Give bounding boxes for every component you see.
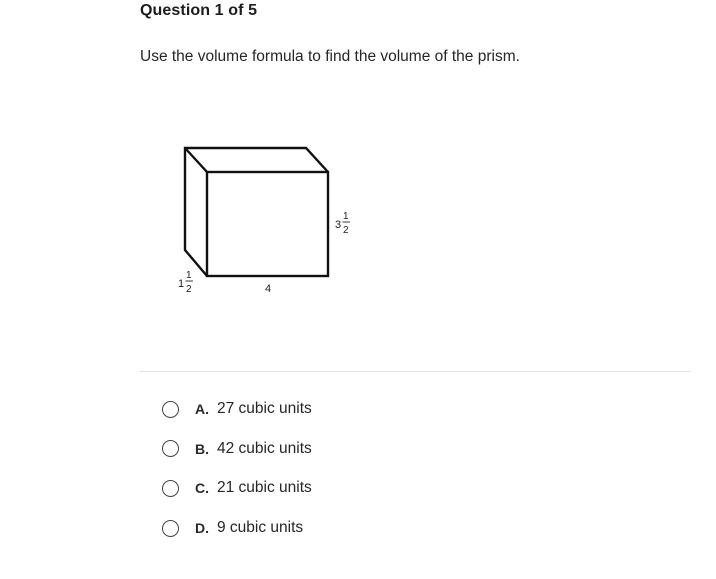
prism-top-left-edge: [185, 148, 207, 172]
height-denominator: 2: [343, 225, 349, 236]
height-label: [335, 211, 350, 236]
length-label: 4: [265, 283, 272, 295]
choice-text: 42 cubic units: [217, 439, 312, 457]
prism-diagram: [170, 140, 360, 310]
choice-b[interactable]: [162, 438, 312, 460]
radio-button-d[interactable]: [162, 520, 179, 537]
prism-front-face: [207, 172, 328, 276]
depth-numerator: 1: [186, 270, 192, 281]
choice-text: 21 cubic units: [217, 479, 312, 497]
question-prompt: Use the volume formula to find the volume of the prism.: [140, 48, 520, 65]
radio-button-c[interactable]: [162, 480, 179, 497]
question-counter: Question 1 of 5: [140, 2, 258, 19]
choice-text: 9 cubic units: [217, 519, 304, 537]
divider: [140, 371, 691, 372]
choice-letter: A.: [195, 401, 209, 417]
choice-text: 27 cubic units: [217, 400, 312, 417]
choice-letter: C.: [195, 480, 209, 497]
answer-choices: [162, 398, 312, 557]
choice-a[interactable]: [162, 398, 312, 420]
choice-c[interactable]: [162, 477, 312, 499]
radio-button-b[interactable]: [162, 440, 179, 457]
prism-figure: [170, 140, 360, 310]
height-numerator: 1: [343, 211, 349, 222]
depth-label: [178, 270, 193, 295]
choice-letter: D.: [195, 520, 209, 537]
choice-letter: B.: [195, 440, 209, 457]
height-whole: 3: [335, 219, 342, 231]
depth-denominator: 2: [186, 284, 192, 295]
radio-button-a[interactable]: [162, 401, 179, 418]
choice-d[interactable]: [162, 517, 312, 539]
depth-whole: 1: [178, 278, 185, 290]
